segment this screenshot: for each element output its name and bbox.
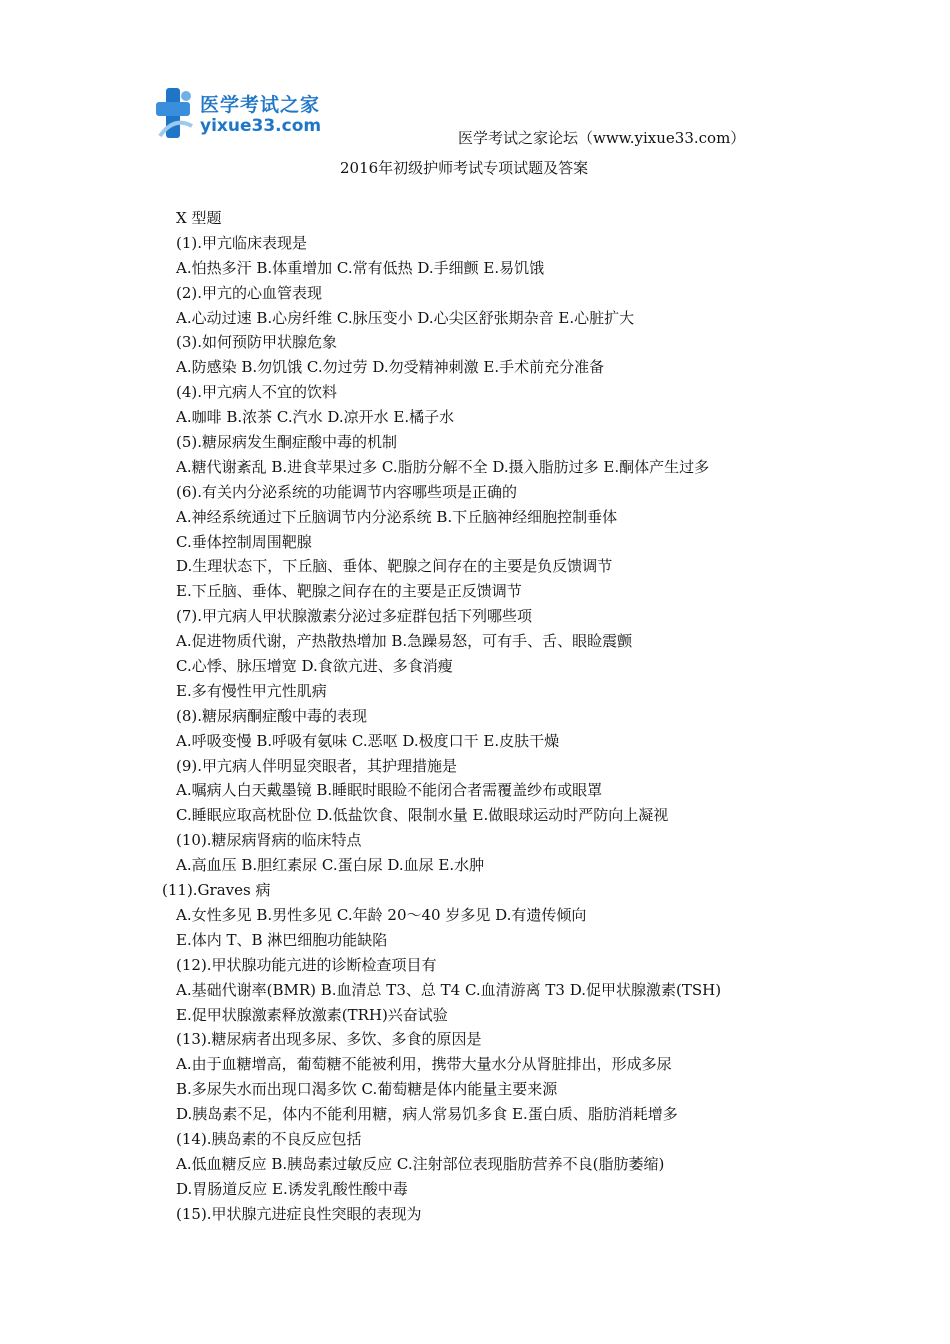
question-line: (4).甲亢病人不宜的饮料 <box>176 383 338 402</box>
question-list <box>162 206 906 1227</box>
option-line: D.生理状态下，下丘脑、垂体、靶腺之间存在的主要是负反馈调节 <box>176 557 613 576</box>
question-line: (6).有关内分泌系统的功能调节内容哪些项是正确的 <box>176 482 518 501</box>
site-logo <box>154 86 354 146</box>
question-line: (9).甲亢病人伴明显突眼者，其护理措施是 <box>176 756 458 775</box>
option-line: A.咖啡 B.浓茶 C.汽水 D.凉开水 E.橘子水 <box>176 408 455 427</box>
question-line: (12).甲状腺功能亢进的诊断检查项目有 <box>176 955 437 974</box>
question-line: (8).糖尿病酮症酸中毒的表现 <box>176 706 368 725</box>
option-line: A.基础代谢率(BMR) B.血清总 T3、总 T4 C.血清游离 T3 D.促甲状腺激素(TSH) <box>176 980 722 999</box>
option-line: A.女性多见 B.男性多见 C.年龄 20～40 岁多见 D.有遗传倾向 <box>176 905 587 924</box>
medical-cross-icon <box>154 86 196 142</box>
option-line: A.呼吸变慢 B.呼吸有氨味 C.恶呕 D.极度口干 E.皮肤干燥 <box>176 731 560 750</box>
question-line: (14).胰岛素的不良反应包括 <box>176 1129 362 1148</box>
option-line: A.嘱病人白天戴墨镜 B.睡眠时眼睑不能闭合者需覆盖纱布或眼罩 <box>176 781 603 800</box>
forum-site-line: 医学考试之家论坛（www.yixue33.com） <box>458 129 746 147</box>
question-line: (7).甲亢病人甲状腺激素分泌过多症群包括下列哪些项 <box>176 607 533 626</box>
option-line: B.多尿失水而出现口渴多饮 C.葡萄糖是体内能量主要来源 <box>176 1080 558 1099</box>
option-line: A.高血压 B.胆红素尿 C.蛋白尿 D.血尿 E.水肿 <box>176 856 485 875</box>
option-line: A.由于血糖增高，葡萄糖不能被利用，携带大量水分从肾脏排出，形成多尿 <box>176 1055 672 1074</box>
question-line: (3).如何预防甲状腺危象 <box>176 333 338 352</box>
option-line: A.糖代谢紊乱 B.进食苹果过多 C.脂肪分解不全 D.摄入脂肪过多 E.酮体产生过多 <box>176 457 710 476</box>
logo-chinese-text: 医学考试之家 <box>200 94 321 116</box>
question-line: (2).甲亢的心血管表现 <box>176 283 323 302</box>
question-line: (11).Graves 病 <box>162 881 271 900</box>
logo-domain-text: yixue33.com <box>200 116 322 136</box>
question-line: (1).甲亢临床表现是 <box>176 233 308 252</box>
option-line: D.胰岛素不足，体内不能利用糖，病人常易饥多食 E.蛋白质、脂肪消耗增多 <box>176 1105 678 1124</box>
question-line: (13).糖尿病者出现多尿、多饮、多食的原因是 <box>176 1030 482 1049</box>
question-line: (15).甲状腺亢进症良性突眼的表现为 <box>176 1204 422 1223</box>
option-line: E.下丘脑、垂体、靶腺之间存在的主要是正反馈调节 <box>176 582 522 601</box>
option-line: E.体内 T、B 淋巴细胞功能缺陷 <box>176 930 388 949</box>
option-line: A.促进物质代谢，产热散热增加 B.急躁易怒，可有手、舌、眼睑震颤 <box>176 632 633 651</box>
question-line: (5).糖尿病发生酮症酸中毒的机制 <box>176 433 398 452</box>
option-line: E.促甲状腺激素释放激素(TRH)兴奋试验 <box>176 1005 448 1024</box>
option-line: C.睡眠应取高枕卧位 D.低盐饮食、限制水量 E.做眼球运动时严防向上凝视 <box>176 806 669 825</box>
option-line: A.怕热多汗 B.体重增加 C.常有低热 D.手细颤 E.易饥饿 <box>176 258 545 277</box>
option-line: E.多有慢性甲亢性肌病 <box>176 681 327 700</box>
option-line: C.心悸、脉压增宽 D.食欲亢进、多食消瘦 <box>176 657 453 676</box>
option-line: A.神经系统通过下丘脑调节内分泌系统 B.下丘脑神经细胞控制垂体 <box>176 507 618 526</box>
option-line: C.垂体控制周围靶腺 <box>176 532 312 551</box>
section-heading: X 型题 <box>176 209 222 227</box>
option-line: A.心动过速 B.心房纤维 C.脉压变小 D.心尖区舒张期杂音 E.心脏扩大 <box>176 308 635 327</box>
option-line: D.胃肠道反应 E.诱发乳酸性酸中毒 <box>176 1179 408 1198</box>
option-line: A.防感染 B.勿饥饿 C.勿过劳 D.勿受精神刺激 E.手术前充分准备 <box>176 358 605 377</box>
document-title: 2016年初级护师考试专项试题及答案 <box>340 159 589 177</box>
option-line: A.低血糖反应 B.胰岛素过敏反应 C.注射部位表现脂肪营养不良(脂肪萎缩) <box>176 1154 665 1173</box>
question-line: (10).糖尿病肾病的临床特点 <box>176 831 362 850</box>
